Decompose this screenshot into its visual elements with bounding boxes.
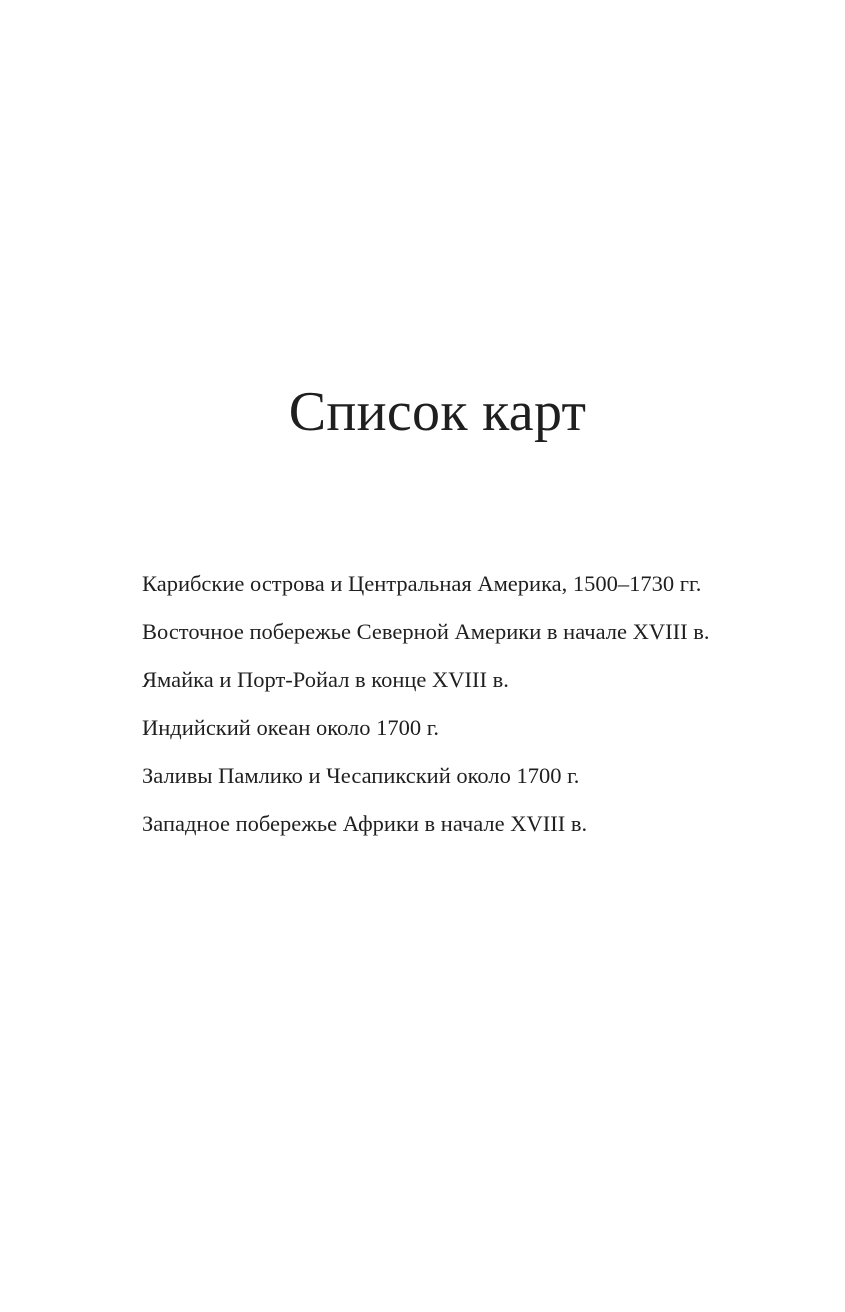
map-list-item: Карибские острова и Центральная Америка, 1500–1730 гг. [142,571,702,596]
page-title: Список карт [288,381,587,443]
map-list-item: Ямайка и Порт-Ройал в конце XVIII в. [142,667,509,692]
map-list-item: Восточное побережье Северной Америки в начале XVIII в. [142,619,710,644]
map-list-item: Западное побережье Африки в начале XVIII в. [142,811,588,836]
map-list-item: Индийский океан около 1700 г. [142,715,440,740]
map-list-item: Заливы Памлико и Чесапикский около 1700 г. [142,763,580,788]
map-list [142,568,709,856]
